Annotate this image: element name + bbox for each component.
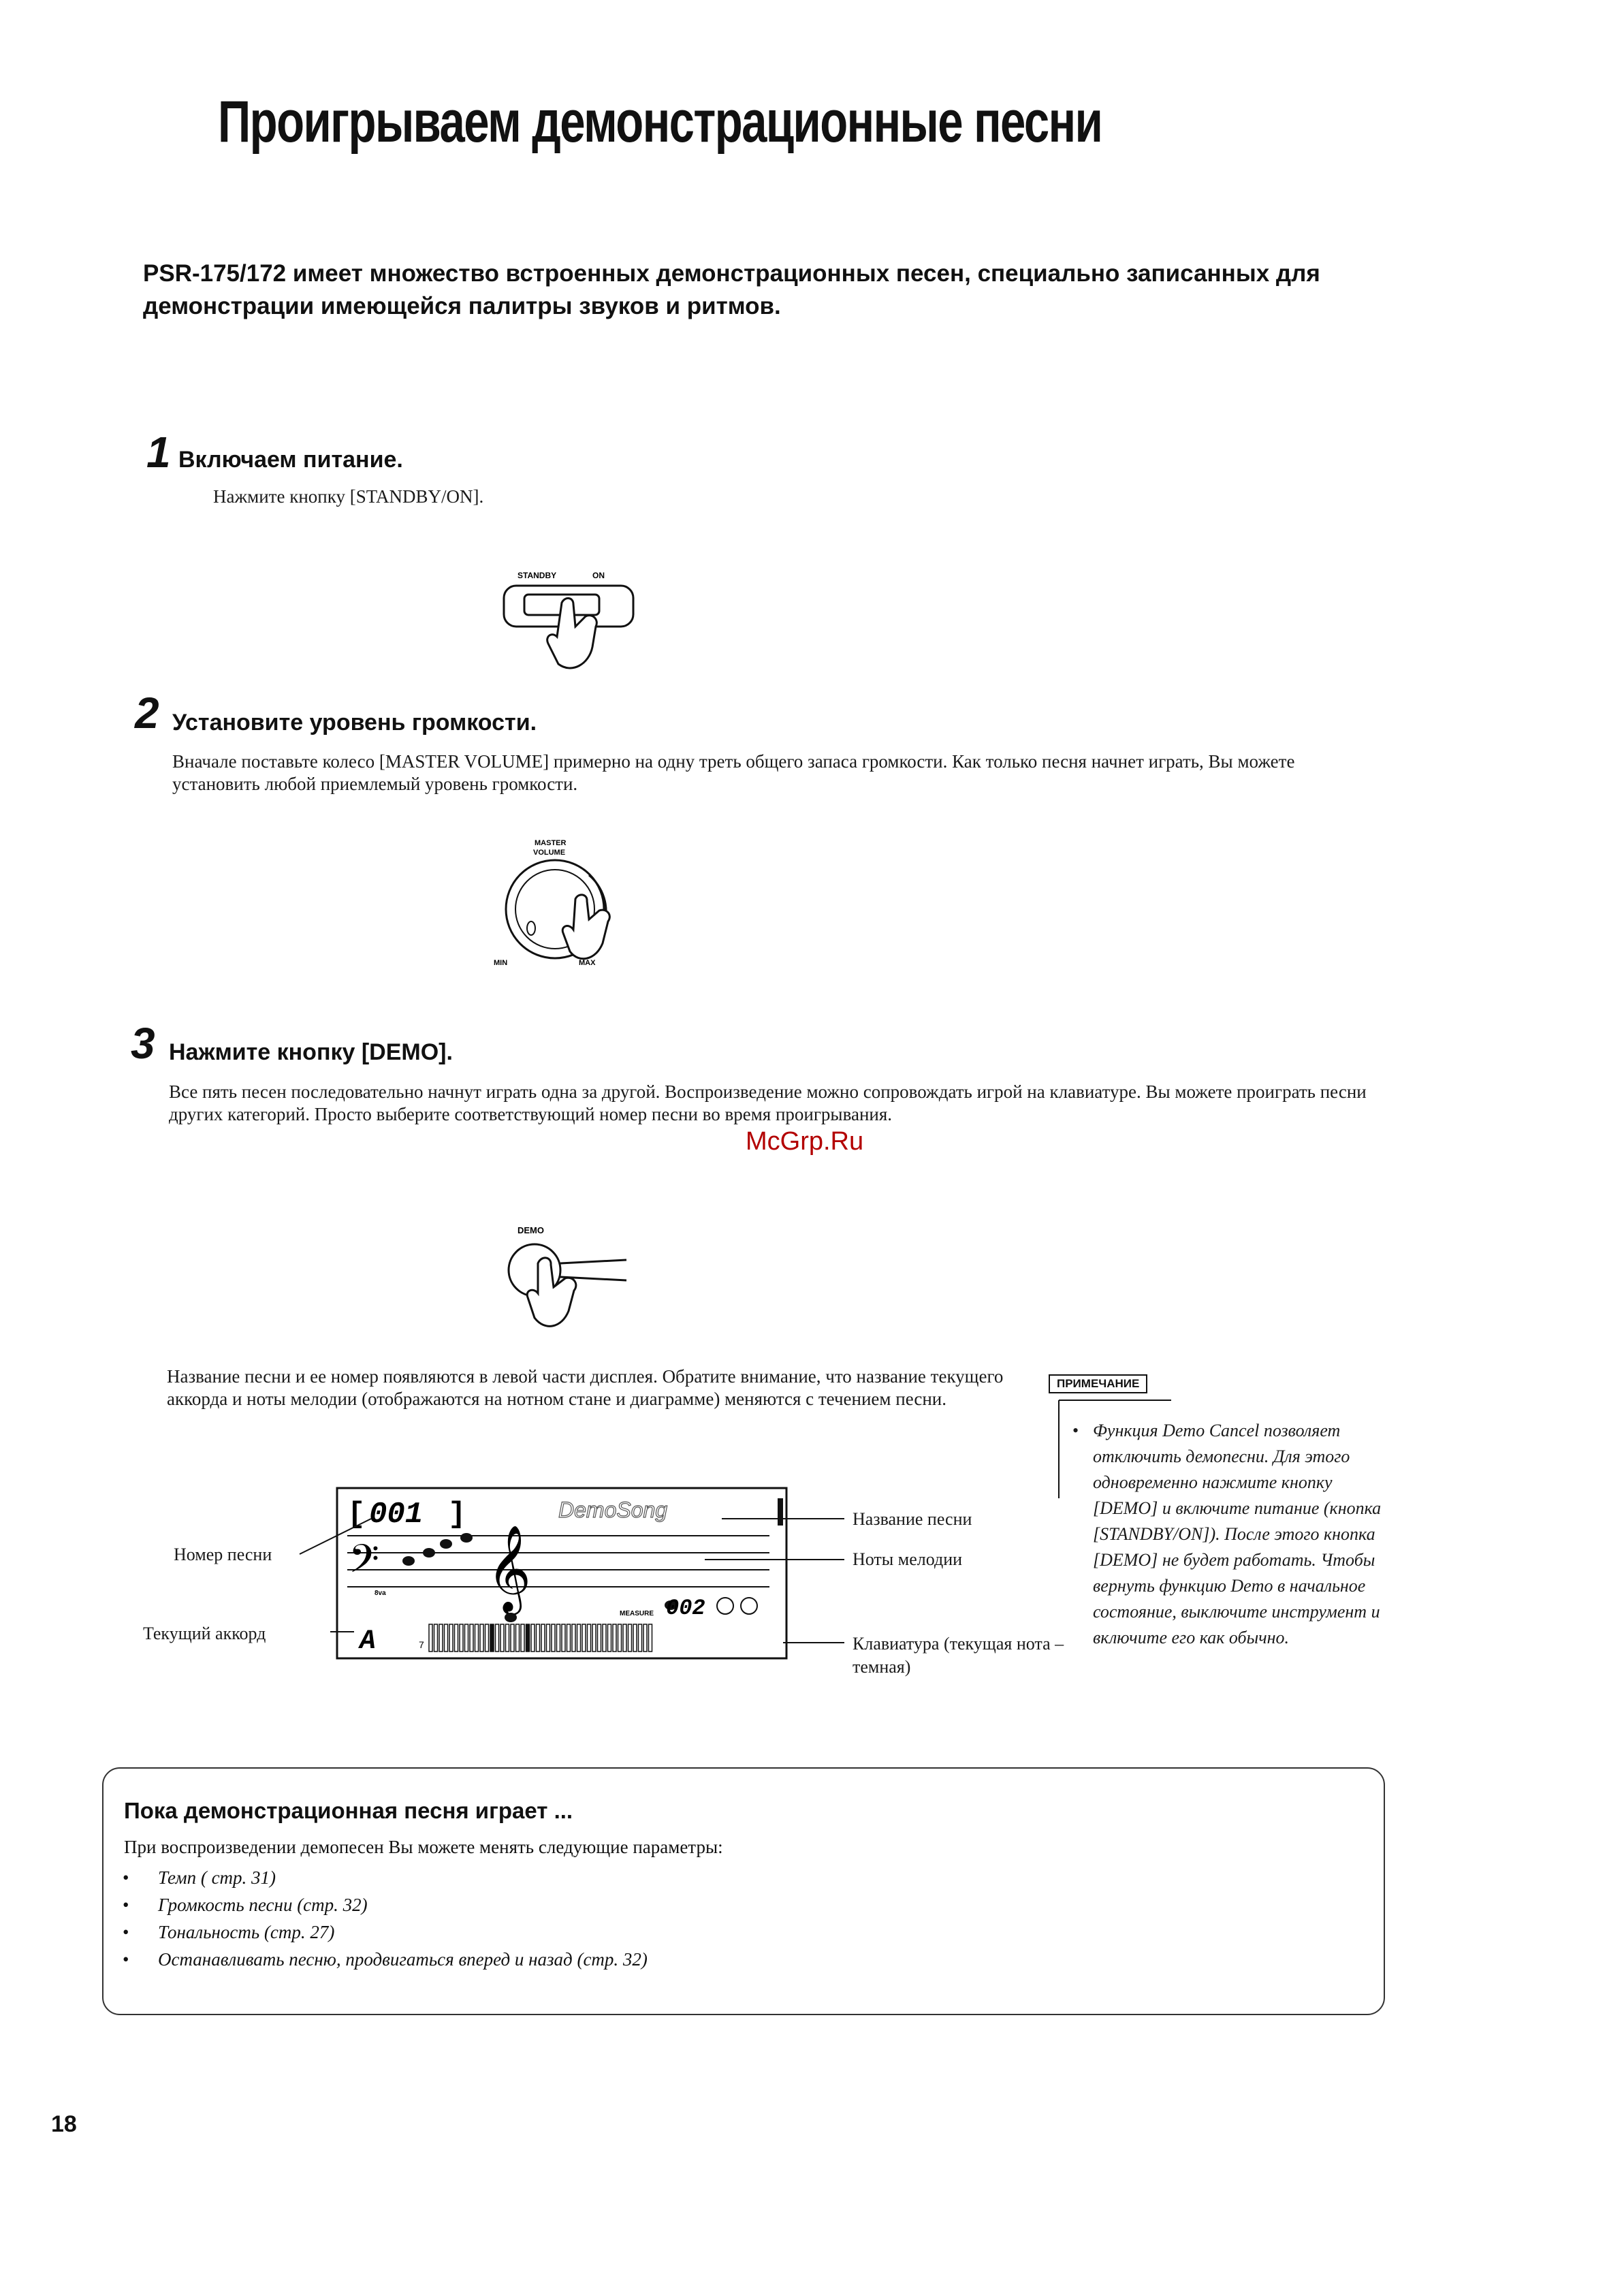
note-text: • Функция Demo Cancel позволяет отключить демопесни. Для этого одновременно нажмите кнопку [DEMO] и включите питание (кнопка [STANDBY/ON]). После этого кнопка [DEMO] не будет работать. Чтобы вернуть функцию Demo в начальное состояние, выключите инструмент и включите его как обычно. (1072, 1418, 1386, 1651)
pressing-hand-icon (547, 598, 597, 668)
while-playing-title: Пока демонстрационная песня играет ... (124, 1798, 573, 1823)
min-label: MIN (494, 959, 508, 967)
intro-paragraph: PSR-175/172 имеет множество встроенных демонстрационных песен, специально записанных для демонстрации имеющейся палитры звуков и ритмов. (143, 260, 1320, 319)
callout-melody-notes: Ноты мелодии (853, 1549, 963, 1569)
step-2-title: Установите уровень громкости. (172, 710, 537, 736)
master-label: MASTER (535, 839, 567, 847)
standby-button-figure (497, 562, 647, 684)
lcd-bracket-right: ] (448, 1498, 466, 1532)
lcd-measure-number: 002 (666, 1596, 705, 1621)
panel-line (560, 1260, 626, 1263)
lcd-song-number: 001 (369, 1498, 424, 1532)
lcd-key (490, 1624, 494, 1652)
while-playing-intro: При воспроизведении демопесен Вы можете менять следующие параметры: (124, 1837, 723, 1857)
page-title: Проигрываем демонстрационные песни (218, 89, 1102, 155)
list-item: • Тональность (стр. 27) (123, 1918, 648, 1946)
lcd-chord: A (360, 1626, 377, 1657)
step-1-number: 1 (146, 428, 171, 477)
lcd-measure-label: MEASURE (620, 1610, 654, 1617)
step-3-text: Все пять песен последовательно начнут играть одна за другой. Воспроизведение можно сопровождать игрой на клавиатуре. Вы можете проиграть песни других категорий. Просто выберите соответствующий номер песни во время проигрывания. (169, 1081, 1367, 1124)
lcd-display-diagram (334, 1485, 790, 1662)
display-description: Название песни и ее номер появляются в левой части дисплея. Обратите внимание, что название текущего аккорда и ноты мелодии (отображаются на нотном стане и диаграмме) меняются с течением песни. (167, 1366, 1004, 1409)
callout-song-number: Номер песни (174, 1545, 272, 1564)
step-2-text: Вначале поставьте колесо [MASTER VOLUME] примерно на одну треть общего запаса громкости. Как только песня начнет играть, Вы можете установить любой приемлемый уровень громкости. (172, 751, 1295, 794)
demo-button-figure (507, 1222, 633, 1338)
while-playing-list (123, 1864, 648, 1973)
wheel-marker (527, 921, 535, 935)
page-number: 18 (51, 2111, 77, 2137)
lcd-key-number: 7 (419, 1639, 424, 1650)
step-1-text: Нажмите кнопку [STANDBY/ON]. (213, 486, 484, 507)
note-label: ПРИМЕЧАНИЕ (1049, 1374, 1147, 1393)
list-item: • Громкость песни (стр. 32) (123, 1891, 648, 1918)
pressing-hand-icon (527, 1258, 576, 1326)
list-item: • Останавливать песню, продвигаться вперед и назад (стр. 32) (123, 1946, 648, 1973)
max-label: MAX (579, 959, 596, 967)
lcd-key (526, 1624, 530, 1652)
step-1-title: Включаем питание. (178, 447, 403, 473)
watermark: McGrp.Ru (746, 1127, 864, 1156)
master-volume-figure (487, 834, 643, 970)
note-list (1072, 1418, 1386, 1651)
callout-keyboard: Клавиатура (текущая нота – темная) (853, 1634, 1064, 1677)
lcd-song-name: DemoSong (558, 1498, 668, 1522)
bass-clef-icon: 𝄢 (349, 1536, 380, 1592)
step-3-number: 3 (131, 1019, 155, 1068)
step-2-number: 2 (135, 689, 159, 738)
step-3-title: Нажмите кнопку [DEMO]. (169, 1039, 453, 1065)
volume-label: VOLUME (533, 849, 566, 857)
treble-clef-icon: 𝄞 (487, 1524, 532, 1611)
standby-label: STANDBY (518, 571, 557, 580)
lcd-bracket-left: [ (347, 1498, 366, 1532)
turning-hand-icon (562, 895, 609, 959)
lcd-octave-label: 8va (375, 1590, 386, 1597)
lcd-marker (778, 1498, 783, 1526)
callout-current-chord: Текущий аккорд (143, 1624, 266, 1643)
callout-song-name: Название песни (853, 1509, 972, 1529)
list-item: • Темп ( стр. 31) (123, 1864, 648, 1891)
on-label: ON (592, 571, 605, 580)
demo-label: DEMO (518, 1225, 544, 1235)
